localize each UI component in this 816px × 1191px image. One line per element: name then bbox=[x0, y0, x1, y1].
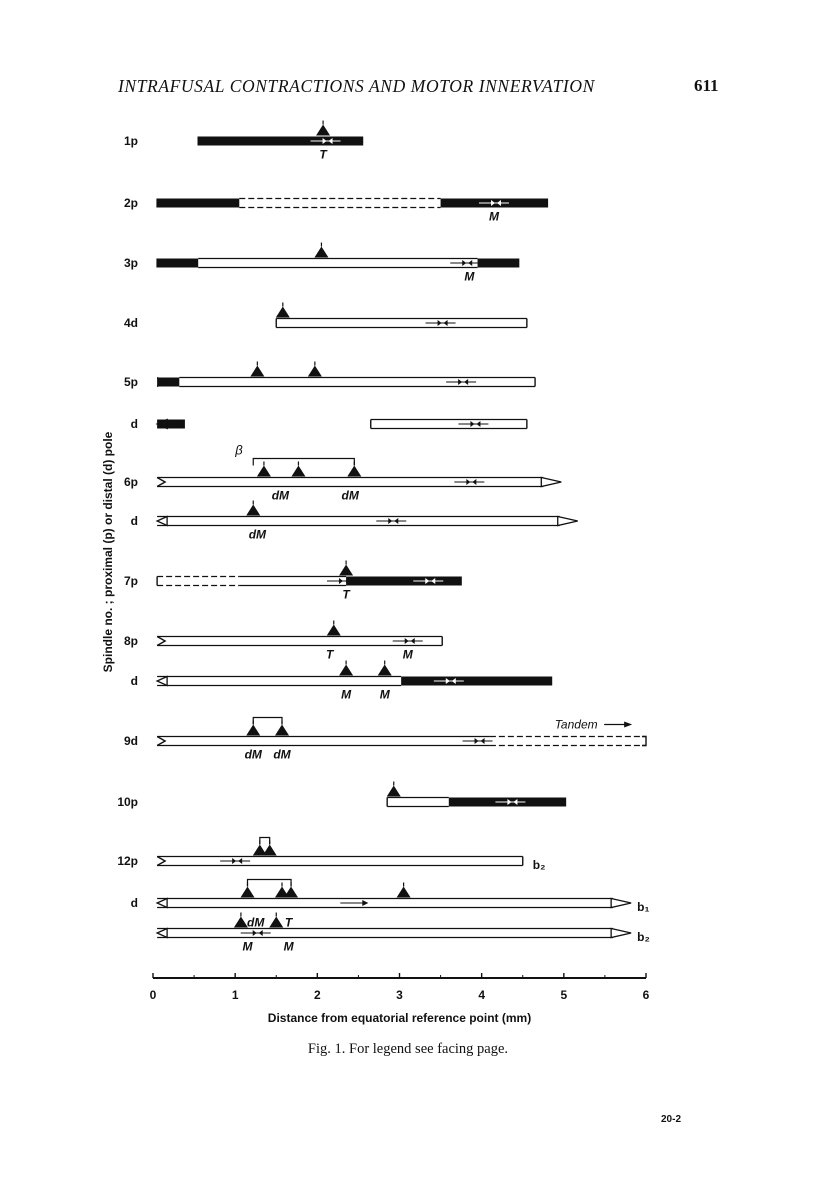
motor-endplate-icon bbox=[269, 917, 283, 928]
innervation-label: M bbox=[341, 687, 352, 702]
fibre-row bbox=[131, 880, 650, 915]
row-label: d bbox=[130, 417, 138, 431]
running-title: INTRAFUSAL CONTRACTIONS AND MOTOR INNERVATION bbox=[118, 76, 595, 96]
fibre-segment-solid bbox=[157, 259, 198, 268]
row-label: 1p bbox=[123, 134, 138, 148]
motor-endplate-icon bbox=[284, 887, 298, 898]
bracket-label: β bbox=[235, 442, 243, 458]
arrow-left-icon bbox=[394, 518, 398, 524]
fibre-row bbox=[131, 501, 578, 542]
row-label: d bbox=[130, 674, 138, 688]
fibre-end-point bbox=[157, 899, 167, 908]
footer-code: 20-2 bbox=[661, 1114, 682, 1125]
fibre-end-bracket bbox=[642, 737, 646, 746]
row-label: 8p bbox=[123, 634, 138, 648]
motor-endplate-icon bbox=[339, 565, 353, 576]
innervation-label: M bbox=[379, 687, 390, 702]
fibre-row bbox=[124, 718, 646, 762]
x-axis bbox=[150, 973, 650, 1025]
arrow-right-icon bbox=[388, 518, 392, 524]
fibre-row bbox=[124, 443, 561, 503]
x-tick-label: 3 bbox=[396, 988, 403, 1002]
fibre-end-notch bbox=[157, 478, 165, 487]
fibre-row bbox=[124, 621, 442, 662]
innervation-label: dM bbox=[244, 747, 262, 762]
page-number: 611 bbox=[694, 76, 719, 95]
arrow-left-icon bbox=[468, 260, 472, 266]
motor-endplate-icon bbox=[387, 786, 401, 797]
row-label: d bbox=[130, 896, 138, 910]
arrow-right-icon bbox=[405, 638, 409, 644]
fibre-row bbox=[157, 913, 650, 954]
motor-endplate-icon bbox=[240, 887, 254, 898]
arrow-right-icon bbox=[458, 379, 462, 385]
motor-endplate-icon bbox=[316, 125, 330, 136]
x-tick-label: 5 bbox=[560, 988, 568, 1002]
motor-endplate-icon bbox=[257, 466, 271, 477]
fibre-end-point bbox=[611, 929, 631, 938]
motor-endplate-icon bbox=[246, 505, 260, 516]
motor-endplate-icon bbox=[275, 725, 289, 736]
row-label: 9d bbox=[123, 734, 138, 748]
motor-endplate-icon bbox=[378, 665, 392, 676]
fibre-row bbox=[124, 303, 527, 331]
innervation-label: M bbox=[464, 269, 475, 284]
fibre-row bbox=[124, 121, 363, 162]
innervation-label: M bbox=[402, 647, 413, 662]
row-label: 5p bbox=[123, 375, 138, 389]
fibre-segment-solid bbox=[346, 577, 461, 586]
fibre-rows bbox=[117, 121, 649, 954]
fibre-segment-solid bbox=[401, 677, 551, 686]
arrow-left-icon bbox=[464, 379, 468, 385]
innervation-label: T bbox=[319, 147, 327, 162]
arrow-right-icon bbox=[462, 260, 466, 266]
fibre-row bbox=[131, 417, 185, 431]
row-label: 4d bbox=[123, 316, 138, 330]
row-label: 7p bbox=[123, 574, 138, 588]
arrow-right-icon bbox=[438, 320, 442, 326]
fibre-row bbox=[131, 661, 552, 702]
motor-endplate-icon bbox=[263, 845, 277, 856]
arrow-right-icon bbox=[466, 479, 470, 485]
innervation-label: M bbox=[488, 209, 499, 224]
x-tick-label: 4 bbox=[478, 988, 486, 1002]
arrow-right-icon bbox=[362, 900, 368, 906]
arrow-right-icon bbox=[339, 578, 343, 584]
fibre-row bbox=[117, 838, 545, 873]
fibre-row bbox=[124, 362, 535, 390]
arrow-right-icon bbox=[470, 421, 474, 427]
row-label: 3p bbox=[123, 256, 138, 270]
fibre-end-notch bbox=[157, 637, 165, 646]
axon-branch-bracket bbox=[260, 838, 270, 845]
fibre-end-point bbox=[157, 929, 167, 938]
motor-endplate-icon bbox=[234, 917, 248, 928]
fibre-end-point bbox=[541, 478, 561, 487]
innervation-label: dM bbox=[271, 488, 290, 503]
motor-endplate-icon bbox=[250, 366, 264, 377]
x-tick-label: 0 bbox=[149, 988, 157, 1002]
fibre-row bbox=[124, 196, 547, 224]
x-tick-label: 1 bbox=[231, 988, 239, 1002]
branch-label: b₂ bbox=[637, 930, 650, 944]
arrow-right-icon bbox=[253, 930, 257, 936]
fibre-end-point bbox=[611, 899, 631, 908]
motor-endplate-icon bbox=[246, 725, 260, 736]
innervation-label: dM bbox=[247, 915, 265, 930]
x-tick-label: 6 bbox=[642, 988, 650, 1002]
arrow-left-icon bbox=[472, 479, 476, 485]
axon-branch-bracket bbox=[247, 880, 291, 887]
axon-branch-bracket bbox=[253, 459, 354, 466]
arrow-left-icon bbox=[238, 858, 242, 864]
arrow-left-icon bbox=[259, 930, 263, 936]
tandem-label: Tandem bbox=[554, 717, 598, 732]
motor-endplate-icon bbox=[347, 466, 361, 477]
axon-branch-bracket bbox=[253, 718, 282, 725]
motor-endplate-icon bbox=[327, 625, 341, 636]
innervation-label: dM bbox=[341, 488, 359, 503]
fibre-end-notch bbox=[157, 857, 165, 866]
fibre-end-notch bbox=[157, 737, 165, 746]
branch-label: b₁ bbox=[637, 900, 650, 914]
row-label: 10p bbox=[117, 795, 138, 809]
arrow-left-icon bbox=[476, 421, 480, 427]
motor-endplate-icon bbox=[276, 307, 290, 318]
innervation-label: T bbox=[342, 587, 350, 602]
fibre-segment-solid bbox=[157, 199, 239, 208]
fibre-row bbox=[117, 782, 565, 810]
motor-endplate-icon bbox=[291, 466, 305, 477]
innervation-label: M bbox=[283, 939, 294, 954]
x-axis-title: Distance from equatorial reference point (mm) bbox=[267, 1011, 532, 1025]
figure-caption: Fig. 1. For legend see facing page. bbox=[307, 1041, 509, 1057]
fibre-segment-solid bbox=[478, 259, 519, 268]
row-label: d bbox=[130, 514, 138, 528]
row-label: 12p bbox=[117, 854, 138, 868]
y-axis-title: Spindle no. ; proximal (p) or distal (d) pole bbox=[101, 431, 115, 673]
row-label: 2p bbox=[123, 196, 138, 210]
fibre-row bbox=[124, 243, 519, 284]
innervation-label: dM bbox=[248, 527, 267, 542]
motor-endplate-icon bbox=[314, 247, 328, 258]
motor-endplate-icon bbox=[397, 887, 411, 898]
innervation-label: dM bbox=[273, 747, 291, 762]
innervation-label: T bbox=[284, 915, 293, 930]
fibre-row bbox=[371, 420, 527, 429]
arrow-left-icon bbox=[411, 638, 415, 644]
arrow-left-icon bbox=[481, 738, 485, 744]
fibre-row bbox=[124, 561, 461, 602]
x-tick-label: 2 bbox=[313, 988, 321, 1002]
motor-endplate-icon bbox=[308, 366, 322, 377]
motor-endplate-icon bbox=[339, 665, 353, 676]
fibre-end-point bbox=[558, 517, 578, 526]
fibre-end-point bbox=[157, 517, 167, 526]
fibre-end-point bbox=[157, 677, 167, 686]
row-label: 6p bbox=[123, 475, 138, 489]
arrow-left-icon bbox=[444, 320, 448, 326]
branch-label: b₂ bbox=[532, 858, 546, 872]
arrow-right-icon bbox=[475, 738, 479, 744]
innervation-label: M bbox=[242, 939, 253, 954]
tandem-arrow-icon bbox=[624, 722, 632, 728]
arrow-right-icon bbox=[232, 858, 236, 864]
innervation-label: T bbox=[325, 647, 334, 662]
